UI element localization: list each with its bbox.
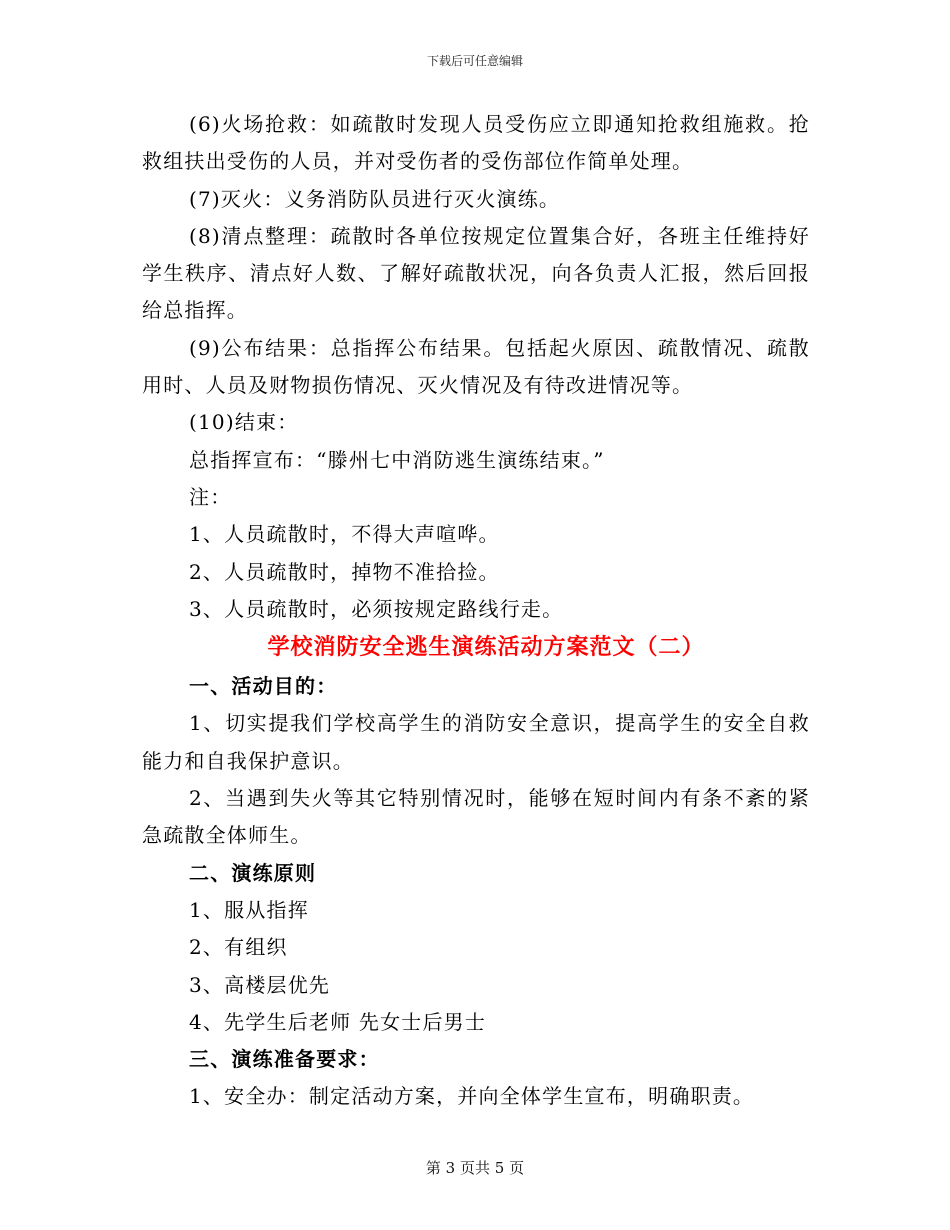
document-body [142, 106, 810, 1116]
note-item-3: 3、人员疏散时，必须按规定路线行走。 [189, 596, 564, 621]
note-item-1: 1、人员疏散时，不得大声喧哗。 [189, 522, 500, 547]
heading-activity-purpose: 一、活动目的： [189, 674, 338, 699]
heading-drill-preparation: 三、演练准备要求： [189, 1047, 380, 1072]
preparation-item-1: 1、安全办：制定活动方案，并向全体学生宣布，明确职责。 [189, 1084, 755, 1109]
principle-item-4: 4、先学生后老师 先女士后男士 [189, 1009, 487, 1034]
paragraph-end: (10)结束： [189, 410, 299, 435]
paragraph-commander-announcement: 总指挥宣布：“滕州七中消防逃生演练结束。” [189, 447, 605, 472]
paragraph-fire-rescue: (6)火场抢救：如疏散时发现人员受伤应立即通知抢救组施救。抢救组扶出受伤的人员，并对受伤者的受伤部位作简单处理。 [142, 112, 810, 174]
principle-item-1: 1、服从指挥 [189, 897, 309, 922]
page-footer: 第 3 页共 5 页 [425, 1159, 525, 1177]
paragraph-roll-call: (8)清点整理：疏散时各单位按规定位置集合好，各班主任维持好学生秩序、清点好人数、了解好疏散状况，向各负责人汇报，然后回报给总指挥。 [142, 223, 810, 323]
principle-item-2: 2、有组织 [189, 935, 288, 960]
note-label: 注： [189, 484, 232, 509]
purpose-item-1: 1、切实提我们学校高学生的消防安全意识，提高学生的安全自救能力和自我保护意识。 [142, 711, 810, 773]
section-title: 学校消防安全逃生演练活动方案范文（二） [267, 635, 705, 661]
principle-item-3: 3、高楼层优先 [189, 972, 331, 997]
paragraph-fire-fighting: (7)灭火：义务消防队员进行灭火演练。 [189, 186, 561, 211]
paragraph-announce-results: (9)公布结果：总指挥公布结果。包括起火原因、疏散情况、疏散用时、人员及财物损伤情况、灭火情况及有待改进情况等。 [142, 335, 810, 398]
heading-drill-principles: 二、演练原则 [189, 860, 317, 885]
page-header: 下载后可任意编辑 [426, 54, 523, 68]
note-item-2: 2、人员疏散时，掉物不准拾捡。 [189, 559, 500, 584]
purpose-item-2: 2、当遇到失火等其它特别情况时，能够在短时间内有条不紊的紧急疏散全体师生。 [142, 786, 810, 848]
